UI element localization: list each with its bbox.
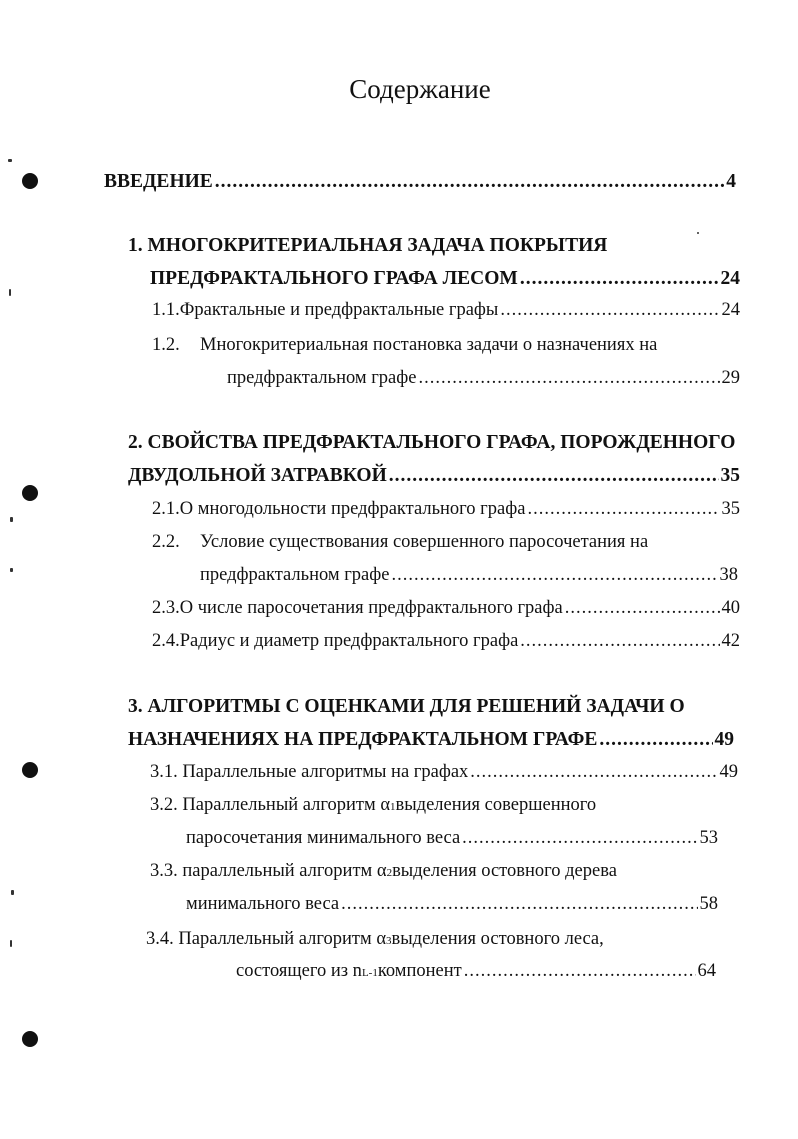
toc-page: 42 <box>721 631 740 651</box>
toc-entry-3-3-cont[interactable] <box>186 894 718 915</box>
toc-entry-3-4-cont[interactable] <box>236 961 716 982</box>
chapter-2-heading-cont[interactable] <box>128 465 740 487</box>
toc-page: 24 <box>721 300 740 320</box>
toc-label: Условие существования совершенного паросочетания на <box>200 532 649 552</box>
toc-entry-2-2-cont[interactable] <box>200 565 738 586</box>
toc-entry-1-2[interactable] <box>152 335 657 356</box>
toc-page: 49 <box>714 729 734 750</box>
toc-entry-3-4[interactable] <box>146 929 604 950</box>
dot-leader <box>470 762 717 783</box>
dot-leader <box>215 171 724 193</box>
dot-leader <box>462 828 697 849</box>
alpha-subscript: 3 <box>386 935 392 947</box>
toc-page: 64 <box>697 961 716 981</box>
toc-label: предфрактальном графе <box>227 368 417 388</box>
scan-speck <box>10 517 13 522</box>
dot-leader <box>464 961 696 982</box>
alpha-subscript: 2 <box>386 867 393 879</box>
toc-label: ПРЕДФРАКТАЛЬНОГО ГРАФА ЛЕСОМ <box>150 268 518 289</box>
toc-page: 49 <box>719 762 738 782</box>
toc-page: 4 <box>726 171 736 192</box>
alpha-subscript: 1 <box>390 801 396 813</box>
toc-entry-2-1[interactable] <box>152 499 740 520</box>
toc-label-rest: выделения совершенного <box>395 795 597 815</box>
dot-leader <box>500 300 719 321</box>
punch-hole-1 <box>22 173 38 189</box>
toc-page: 35 <box>721 499 740 519</box>
toc-label-rest: компонент <box>377 961 462 981</box>
toc-label: Радиус и диаметр предфрактального графа <box>179 631 519 651</box>
toc-entry-1-2-cont[interactable] <box>227 368 740 389</box>
scan-speck <box>10 568 13 572</box>
dot-leader <box>565 598 720 619</box>
toc-page: 24 <box>720 268 740 289</box>
section-number: 2.4. <box>152 631 180 651</box>
toc-entry-2-2[interactable] <box>152 532 648 553</box>
toc-page: 38 <box>719 565 738 585</box>
toc-entry-intro[interactable] <box>104 171 736 193</box>
toc-label: 1. МНОГОКРИТЕРИАЛЬНАЯ ЗАДАЧА ПОКРЫТИЯ <box>128 235 608 256</box>
toc-label: состоящего из n <box>236 961 362 981</box>
toc-entry-1-1[interactable] <box>152 300 740 321</box>
section-number: 2.3. <box>152 598 180 618</box>
toc-page: 29 <box>721 368 740 388</box>
scan-speck <box>9 289 11 296</box>
dot-leader <box>391 565 717 586</box>
toc-entry-3-2[interactable] <box>150 795 596 816</box>
dot-leader <box>527 499 719 520</box>
toc-label: 3.4. Параллельный алгоритм α <box>146 929 387 949</box>
toc-label-rest: выделения остовного леса, <box>391 929 604 949</box>
toc-label: паросочетания минимального веса <box>186 828 461 848</box>
dot-leader <box>599 729 712 751</box>
dot-leader <box>418 368 719 389</box>
dot-leader <box>520 268 719 290</box>
toc-label: Фрактальные и предфрактальные графы <box>179 300 499 320</box>
exponent: L-1 <box>361 967 378 979</box>
toc-label: 2. СВОЙСТВА ПРЕДФРАКТАЛЬНОГО ГРАФА, ПОРОЖДЕННОГО <box>128 432 736 453</box>
scan-speck <box>11 890 14 895</box>
toc-label: Многокритериальная постановка задачи о назначениях на <box>200 335 658 355</box>
toc-label-rest: выделения остовного дерева <box>392 861 617 881</box>
chapter-3-heading[interactable] <box>128 696 685 718</box>
chapter-1-heading-cont[interactable] <box>150 268 740 290</box>
toc-page: 58 <box>699 894 718 914</box>
toc-label: предфрактальном графе <box>200 565 390 585</box>
chapter-3-heading-cont[interactable] <box>128 729 734 751</box>
page-title: Содержание <box>349 74 491 104</box>
toc-page: 35 <box>720 465 740 486</box>
toc-label: О многодольности предфрактального графа <box>179 499 526 519</box>
toc-label: минимального веса <box>186 894 340 914</box>
section-number: 2.2. <box>152 532 180 552</box>
toc-entry-3-2-cont[interactable] <box>186 828 718 849</box>
toc-label: 3.2. Параллельный алгоритм α <box>150 795 391 815</box>
section-number: 1.1. <box>152 300 180 320</box>
dot-leader <box>389 465 719 487</box>
toc-label: 3. АЛГОРИТМЫ С ОЦЕНКАМИ ДЛЯ РЕШЕНИЙ ЗАДАЧИ О <box>128 696 685 717</box>
punch-hole-2 <box>22 485 38 501</box>
toc-label: 3.1. Параллельные алгоритмы на графах <box>150 762 469 782</box>
section-number: 2.1. <box>152 499 180 519</box>
scan-speck <box>8 159 12 162</box>
toc-entry-2-3[interactable] <box>152 598 740 619</box>
toc-label: О числе паросочетания предфрактального графа <box>179 598 563 618</box>
scan-speck <box>10 940 12 947</box>
toc-entry-3-1[interactable] <box>150 762 738 783</box>
toc-page: 53 <box>699 828 718 848</box>
scan-speck <box>697 232 699 234</box>
dot-leader <box>520 631 719 652</box>
toc-label: 3.3. параллельный алгоритм α <box>150 861 387 881</box>
toc-entry-3-3[interactable] <box>150 861 617 882</box>
punch-hole-4 <box>22 1031 38 1047</box>
toc-entry-2-4[interactable] <box>152 631 740 652</box>
chapter-2-heading[interactable] <box>128 432 735 454</box>
section-number: 1.2. <box>152 335 180 355</box>
toc-label: ДВУДОЛЬНОЙ ЗАТРАВКОЙ <box>128 465 387 486</box>
toc-label: НАЗНАЧЕНИЯХ НА ПРЕДФРАКТАЛЬНОМ ГРАФЕ <box>128 729 598 750</box>
toc-label: ВВЕДЕНИЕ <box>104 171 213 192</box>
chapter-1-heading[interactable] <box>128 235 607 257</box>
dot-leader <box>341 894 697 915</box>
toc-page: 40 <box>721 598 740 618</box>
punch-hole-3 <box>22 762 38 778</box>
